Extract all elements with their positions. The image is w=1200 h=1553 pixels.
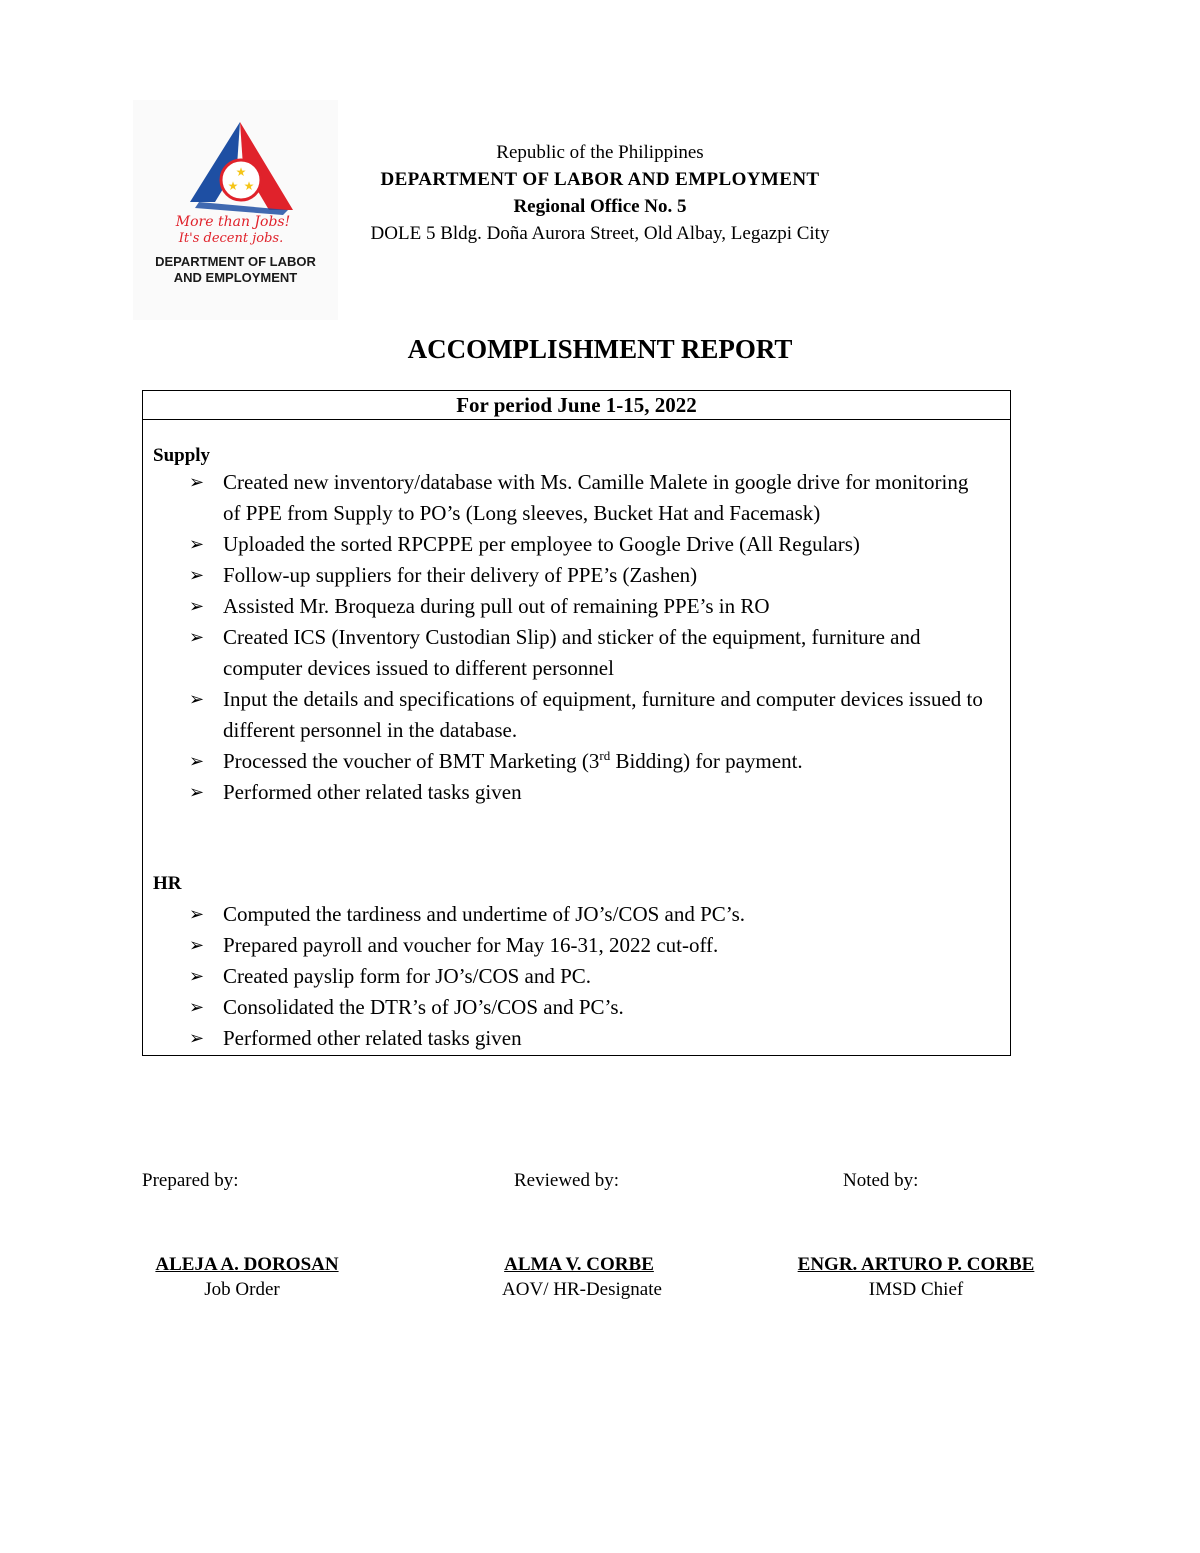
logo-org-line-2: AND EMPLOYMENT <box>173 270 298 285</box>
arrow-bullet-icon: ➢ <box>189 596 205 617</box>
noted-by-name: ENGR. ARTURO P. CORBE <box>797 1254 1035 1275</box>
prepared-by-name: ALEJA A. DOROSAN <box>155 1254 339 1275</box>
header-address: DOLE 5 Bldg. Doña Aurora Street, Old Albay, Legazpi City <box>370 223 830 244</box>
svg-text:★: ★ <box>235 165 247 179</box>
document-title: ACCOMPLISHMENT REPORT <box>407 334 793 364</box>
logo-tagline-2: It's decent jobs. <box>178 231 284 246</box>
reviewed-by-name: ALMA V. CORBE <box>504 1254 654 1275</box>
arrow-bullet-icon: ➢ <box>189 627 205 648</box>
reviewed-by-position: AOV/ HR-Designate <box>502 1279 662 1300</box>
logo-org-line-1: DEPARTMENT OF LABOR <box>155 254 316 269</box>
report-table <box>142 390 1011 1056</box>
list-item: ➢ Created ICS (Inventory Custodian Slip) and sticker of the equipment, furniture and computer devices issued to different personnel <box>143 622 1003 684</box>
reviewed-by-label: Reviewed by: <box>514 1170 620 1191</box>
list-item: ➢ Input the details and specifications of equipment, furniture and computer devices issued to different personnel in the database. <box>143 684 1003 746</box>
prepared-by-label: Prepared by: <box>142 1170 239 1191</box>
ordinal-superscript: rd <box>599 748 611 763</box>
list-item: ➢ Prepared payroll and voucher for May 16-31, 2022 cut-off. <box>143 930 1003 961</box>
list-item: ➢ Performed other related tasks given <box>143 1023 1003 1054</box>
arrow-bullet-icon: ➢ <box>189 472 205 493</box>
supply-heading: Supply <box>153 445 211 466</box>
arrow-bullet-icon: ➢ <box>189 935 205 956</box>
noted-by-label: Noted by: <box>843 1170 919 1191</box>
supply-list <box>143 467 1003 808</box>
hr-list <box>143 899 1003 1054</box>
arrow-bullet-icon: ➢ <box>189 904 205 925</box>
list-item: ➢ Assisted Mr. Broqueza during pull out of remaining PPE’s in RO <box>143 591 1003 622</box>
arrow-bullet-icon: ➢ <box>189 689 205 710</box>
list-item: ➢ Performed other related tasks given <box>143 777 1003 808</box>
list-item: ➢ Computed the tardiness and undertime of JO’s/COS and PC’s. <box>143 899 1003 930</box>
arrow-bullet-icon: ➢ <box>189 565 205 586</box>
logo-tagline-1: More than Jobs! <box>175 214 291 230</box>
list-item: ➢ Uploaded the sorted RPCPPE per employee to Google Drive (All Regulars) <box>143 529 1003 560</box>
arrow-bullet-icon: ➢ <box>189 1028 205 1049</box>
arrow-bullet-icon: ➢ <box>189 782 205 803</box>
header-office: Regional Office No. 5 <box>513 196 687 217</box>
svg-text:★: ★ <box>243 179 255 193</box>
arrow-bullet-icon: ➢ <box>189 534 205 555</box>
arrow-bullet-icon: ➢ <box>189 997 205 1018</box>
list-item: ➢ Created new inventory/database with Ms. Camille Malete in google drive for monitoring of PPE from Supply to PO’s (Long sleeves, Bucket Hat and Facemask) <box>143 467 1003 529</box>
period-header: For period June 1-15, 2022 <box>143 391 1010 420</box>
header-department: DEPARTMENT OF LABOR AND EMPLOYMENT <box>380 169 820 190</box>
arrow-bullet-icon: ➢ <box>189 966 205 987</box>
list-item: ➢ Follow-up suppliers for their delivery of PPE’s (Zashen) <box>143 560 1003 591</box>
header-country: Republic of the Philippines <box>496 142 704 163</box>
hr-heading: HR <box>153 873 182 894</box>
noted-by-position: IMSD Chief <box>868 1279 964 1300</box>
prepared-by-position: Job Order <box>204 1279 280 1300</box>
list-item: ➢ Processed the voucher of BMT Marketing (3rd Bidding) for payment. <box>143 746 1003 777</box>
list-item: ➢ Created payslip form for JO’s/COS and PC. <box>143 961 1003 992</box>
list-item: ➢ Consolidated the DTR’s of JO’s/COS and PC’s. <box>143 992 1003 1023</box>
arrow-bullet-icon: ➢ <box>189 751 205 772</box>
logo-org-name <box>133 254 338 286</box>
svg-text:★: ★ <box>227 179 239 193</box>
